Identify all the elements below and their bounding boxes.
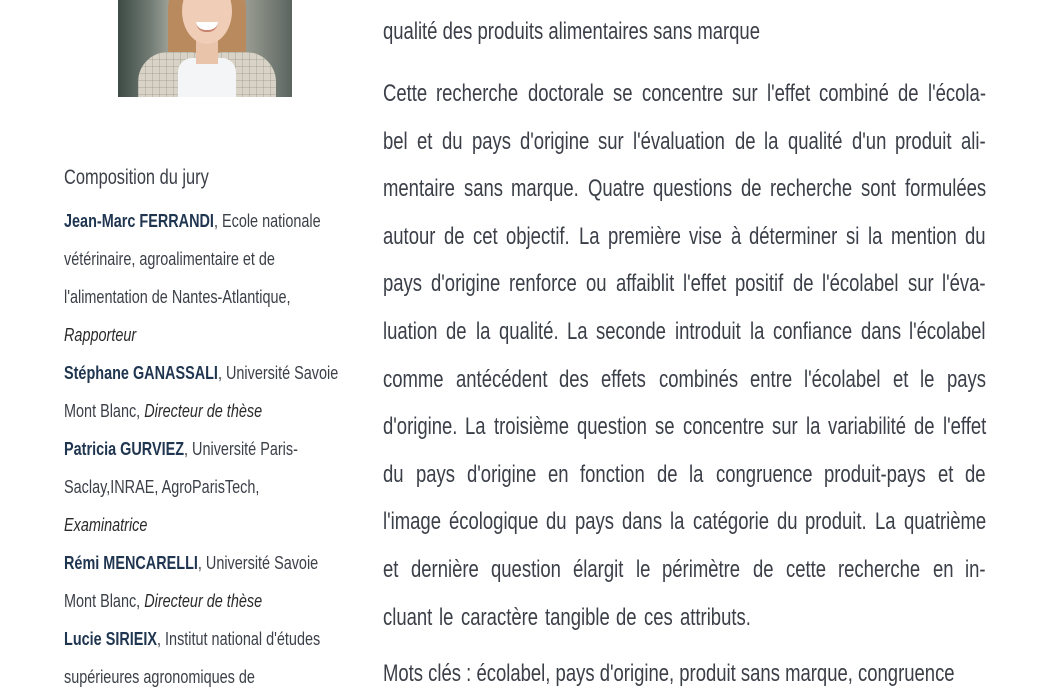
summary-word: de (616, 603, 638, 631)
summary-word: du (776, 508, 798, 536)
jury-member-5-line-2: supérieures agronomiques de (64, 666, 255, 687)
jury-member-affiliation: , Université Paris- (184, 438, 298, 459)
summary-word: première (607, 222, 681, 250)
summary-word: attributs. (679, 603, 751, 631)
summary-word: pays (383, 270, 423, 298)
summary-line (383, 604, 986, 634)
summary-word: affaiblit (615, 270, 674, 298)
summary-word: périmètre (662, 556, 741, 583)
summary-line (383, 366, 986, 396)
summary-word: de (446, 318, 467, 345)
summary-word: l'effet (942, 413, 987, 441)
summary-line (383, 318, 986, 348)
summary-word: comme (383, 365, 444, 393)
summary-word: combinés (658, 365, 738, 393)
summary-word: le (439, 603, 454, 631)
summary-word: sont (861, 175, 897, 203)
summary-word: qualité. (498, 318, 559, 345)
summary-word: autour (383, 222, 436, 250)
jury-member-2-line-2 (64, 400, 262, 422)
jury-member-1-line-2: vétérinaire, agroalimentaire et de (64, 248, 275, 269)
summary-word: d'origine. (383, 413, 458, 441)
summary-word: la (475, 318, 490, 345)
summary-word: l'effet (766, 80, 811, 107)
summary-word: l'écola- (928, 80, 986, 107)
summary-line (383, 128, 986, 158)
summary-word: l'effet (683, 270, 727, 298)
summary-word: Quatre (587, 175, 645, 203)
jury-member-1-line-3: l'alimentation de Nantes-Atlantique, (64, 286, 291, 307)
summary-line (383, 223, 986, 253)
summary-word: caractère (460, 603, 538, 631)
jury-member-affiliation: , Université Savoie (197, 552, 319, 573)
summary-line (383, 270, 986, 300)
summary-word: troisième (494, 413, 570, 441)
summary-word: le (635, 556, 651, 583)
summary-word: bel (383, 127, 408, 155)
jury-member-3-line-2: Saclay,INRAE, AgroParisTech, (64, 476, 260, 497)
summary-word: de (914, 413, 935, 441)
summary-line (383, 461, 986, 491)
summary-word: pays (415, 460, 455, 488)
summary-line (383, 508, 986, 538)
summary-word: du (546, 508, 568, 536)
summary-word: en (932, 556, 954, 583)
jury-member-role: Directeur de thèse (144, 590, 263, 611)
summary-word: produit (895, 127, 952, 155)
summary-word: tangible (544, 603, 610, 631)
jury-member-name: Stéphane GANASSALI (64, 362, 218, 383)
summary-word: sur (598, 127, 625, 155)
jury-member-name: Patricia GURVIEZ (64, 438, 185, 459)
summary-word: combiné (819, 80, 890, 107)
summary-word: ou (586, 270, 607, 298)
summary-word: La (567, 318, 588, 345)
jury-member-1-role (64, 324, 136, 346)
summary-word: ces (644, 603, 673, 631)
summary-word: sur (771, 413, 798, 441)
summary-word: La (465, 413, 487, 441)
summary-word: question (577, 413, 647, 441)
jury-member-affiliation: Mont Blanc, (64, 590, 145, 611)
summary-word: de (656, 460, 678, 488)
summary-word: de (443, 222, 465, 250)
jury-member-5-line-1 (64, 628, 320, 650)
summary-word: de (792, 270, 814, 298)
summary-word: fonction (580, 460, 646, 488)
summary-word: produit-pays (824, 460, 927, 488)
summary-word: l'écolabel (909, 318, 986, 345)
summary-word: marque. (511, 175, 580, 203)
keywords-line: Mots clés : écolabel, pays d'origine, produit sans marque, congruence (383, 660, 955, 687)
jury-member-3-role (64, 514, 147, 536)
summary-word: et (892, 365, 909, 393)
summary-word: et (938, 460, 954, 488)
jury-member-affiliation: Mont Blanc, (64, 400, 145, 421)
summary-word: se (612, 80, 633, 107)
summary-word: quatrième (903, 508, 986, 536)
jury-member-affiliation: , Institut national d'études (157, 628, 321, 649)
summary-word: pays (575, 508, 615, 536)
summary-word: pays (471, 127, 511, 155)
jury-member-name: Rémi MENCARELLI (64, 552, 198, 573)
summary-word: vise (689, 222, 722, 250)
summary-word: formulées (904, 175, 986, 203)
summary-word: renforce (509, 270, 578, 298)
summary-word: concentre (641, 80, 723, 107)
summary-word: la (805, 413, 820, 441)
jury-member-role: Examinatrice (64, 514, 148, 535)
summary-word: La (578, 222, 600, 250)
jury-member-2-line-1 (64, 362, 338, 384)
summary-word: l'éva- (942, 270, 986, 298)
jury-member-4-line-1 (64, 552, 318, 574)
jury-member-role: Rapporteur (64, 324, 137, 345)
summary-word: d'origine (519, 127, 590, 155)
summary-word: du (965, 222, 986, 250)
summary-word: variabilité (828, 413, 907, 441)
thesis-subtitle: qualité des produits alimentaires sans marque (383, 18, 760, 45)
summary-line (383, 413, 986, 443)
summary-word: en (547, 460, 569, 488)
summary-word: concentre (682, 413, 764, 441)
summary-word: l'évaluation (633, 127, 726, 155)
summary-word: confiance (772, 318, 852, 345)
summary-word: positif (735, 270, 784, 298)
summary-word: la (749, 318, 764, 345)
summary-word: doctorale (527, 80, 604, 107)
summary-word: de (965, 460, 986, 488)
jury-member-name: Jean-Marc FERRANDI (64, 210, 214, 231)
summary-word: la (868, 222, 883, 250)
summary-word: le (920, 365, 935, 393)
summary-line (383, 80, 986, 110)
jury-member-name: Lucie SIRIEIX (64, 628, 158, 649)
summary-word: sans (463, 175, 503, 203)
summary-word: l'écolabel (822, 270, 899, 298)
summary-word: dans (622, 508, 663, 536)
summary-word: cluant (383, 603, 433, 631)
summary-word: Cette (383, 80, 428, 107)
summary-word: écologique (449, 508, 539, 536)
summary-word: La (875, 508, 896, 536)
summary-word: introduit (675, 318, 741, 345)
jury-title: Composition du jury (64, 166, 209, 189)
summary-word: recherche (770, 175, 853, 203)
summary-word: dans (860, 318, 901, 345)
summary-word: seconde (596, 318, 667, 345)
summary-word: l'écolabel (804, 365, 881, 393)
summary-word: congruence (715, 460, 813, 488)
summary-word: la (689, 460, 704, 488)
summary-word: si (846, 222, 860, 250)
summary-word: se (655, 413, 675, 441)
summary-word: mentaire (383, 175, 455, 203)
jury-member-affiliation: , Université Savoie (217, 362, 339, 383)
summary-word: d'origine (431, 270, 501, 298)
summary-word: à (730, 222, 741, 250)
summary-word: d'origine (466, 460, 536, 488)
summary-word: des (559, 365, 590, 393)
summary-word: et (383, 556, 399, 583)
summary-word: dernière (410, 556, 479, 583)
jury-member-4-line-2 (64, 590, 262, 612)
summary-word: de (752, 556, 774, 583)
summary-word: de (898, 80, 919, 107)
summary-word: l'image (383, 508, 441, 536)
summary-word: effets (601, 365, 647, 393)
author-photo (118, 0, 292, 97)
summary-word: de (734, 127, 756, 155)
summary-word: sur (731, 80, 758, 107)
summary-word: la (670, 508, 685, 536)
summary-word: ali- (961, 127, 986, 155)
summary-line (383, 175, 986, 205)
summary-word: produit. (805, 508, 868, 536)
summary-word: antécédent (455, 365, 548, 393)
jury-member-1-line-1 (64, 210, 321, 232)
summary-word: qualité (788, 127, 843, 155)
summary-word: et (416, 127, 433, 155)
summary-word: objectif. (506, 222, 570, 250)
summary-word: de (740, 175, 762, 203)
summary-word: luation (383, 318, 438, 345)
summary-word: questions (653, 175, 733, 203)
summary-word: cette (785, 556, 826, 583)
summary-word: question (490, 556, 561, 583)
summary-word: la (764, 127, 779, 155)
jury-member-affiliation: , Ecole nationale (213, 210, 321, 231)
summary-line (383, 556, 986, 586)
summary-word: du (383, 460, 404, 488)
summary-word: élargit (573, 556, 624, 583)
jury-member-role: Directeur de thèse (144, 400, 263, 421)
summary-word: déterminer (749, 222, 838, 250)
summary-word: mention (891, 222, 957, 250)
summary-word: sur (907, 270, 934, 298)
summary-word: d'un (851, 127, 887, 155)
summary-word: in- (965, 556, 986, 583)
summary-word: cet (473, 222, 498, 250)
summary-word: catégorie (692, 508, 769, 536)
summary-word: recherche (838, 556, 921, 583)
jury-member-3-line-1 (64, 438, 298, 460)
summary-word: entre (749, 365, 792, 393)
summary-word: pays (946, 365, 986, 393)
summary-word: recherche (436, 80, 519, 107)
summary-word: du (441, 127, 463, 155)
